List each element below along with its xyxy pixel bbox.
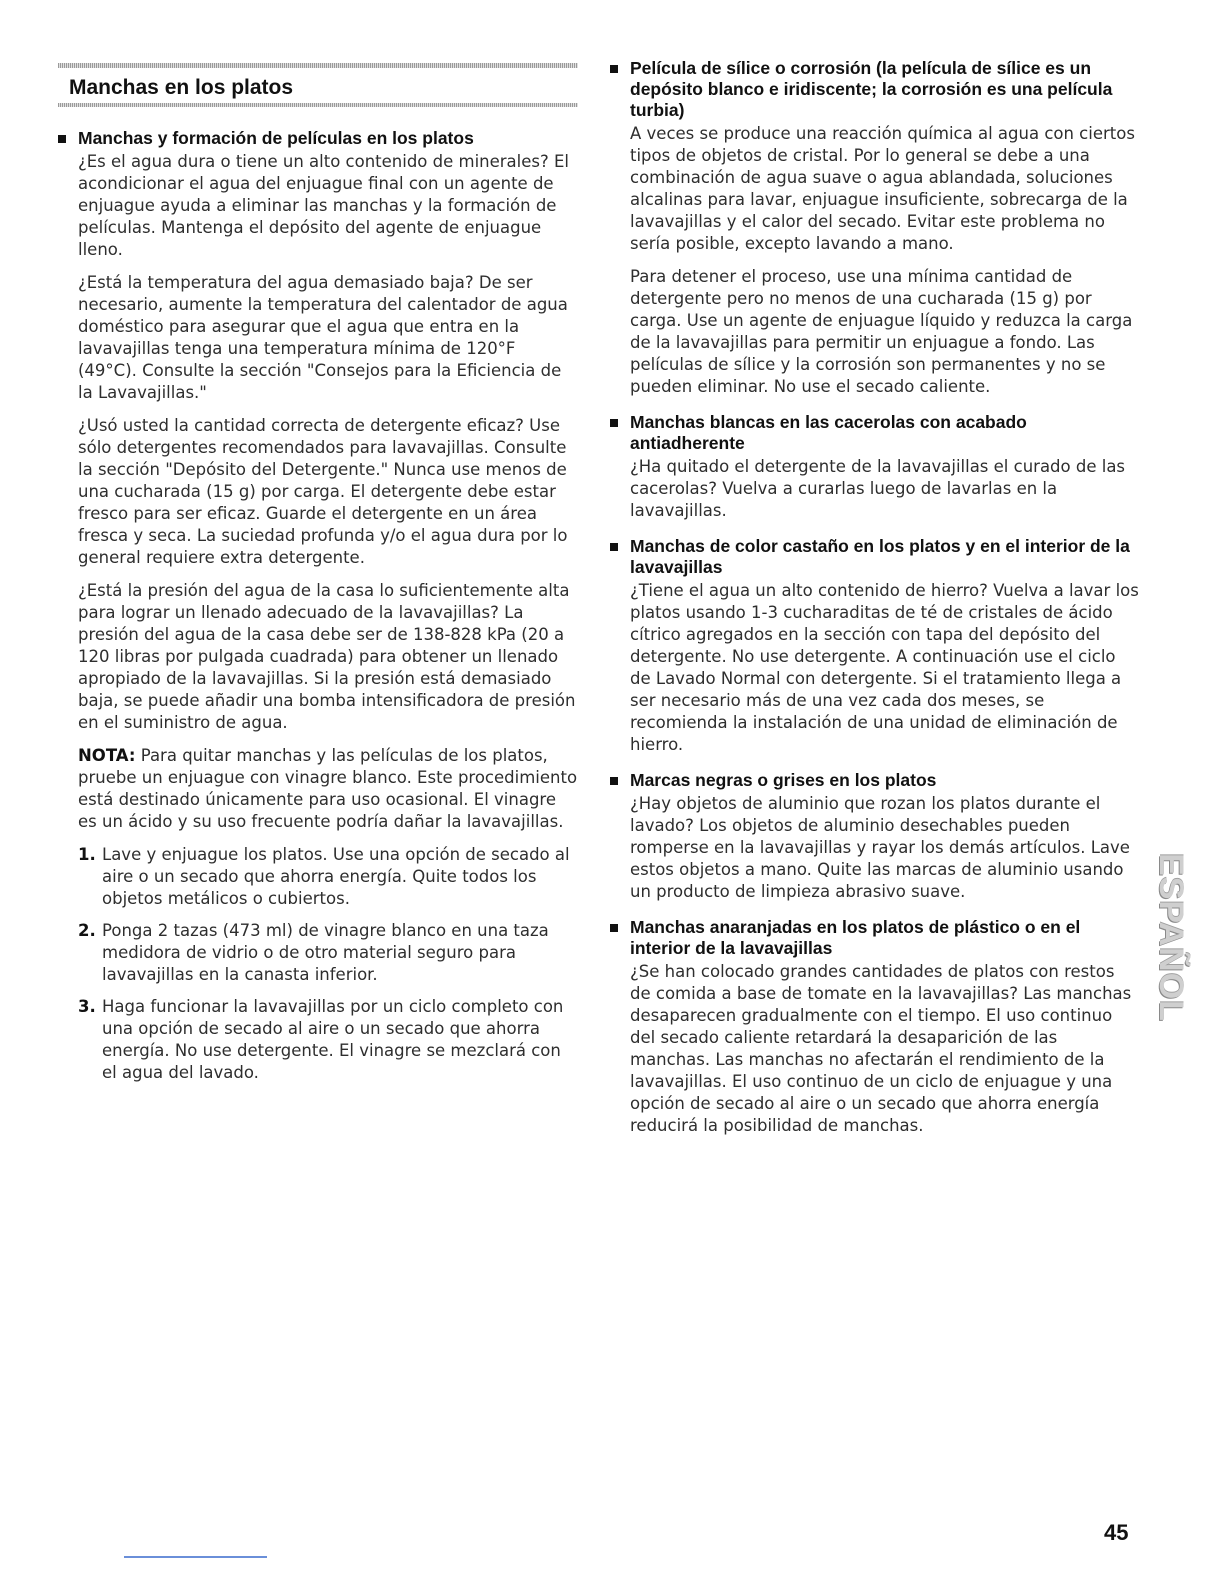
paragraph-minerales: ¿Es el agua dura o tiene un alto contenido de minerales? El acondicionar el agua del enjuague final con un agente de enjuague ayuda a eliminar las manchas y la formación de películas. Mantenga el depósito del agente de enjuague lleno. [78,152,570,259]
item-silice-corrosion [610,58,1140,1148]
item-manchas-blancas [610,412,1140,522]
steps-list [58,844,578,1084]
bullet-square-icon [610,419,618,427]
item-title: Manchas y formación de películas en los platos [78,128,474,148]
nota-label: NOTA: [78,746,136,765]
item-title: Manchas blancas en las cacerolas con acabado antiadherente [630,412,1027,453]
step-number: 3. [78,997,96,1016]
paragraph-presion: ¿Está la presión del agua de la casa lo suficientemente alta para lograr un llenado adecuado de la lavavajillas? La presión del agua de la casa debe ser de 138-828 kPa (20 a 120 libras por pulgada cuadrada) para obtener un llenado apropiado de la lavavajillas. Si la presión está demasiado baja, se puede añadir una bomba intensificadora de presión en el suministro de agua. [78,581,576,732]
paragraph: ¿Se han colocado grandes cantidades de platos con restos de comida a base de tomate en la lavavajillas? Las manchas desaparecen gradualmente con el tiempo. El uso continuo del secado caliente retardará la desaparición de las manchas. Las manchas no afectarán el rendimiento de la lavavajillas. El uso continuo de un ciclo de enjuague y una opción de secado al aire o un secado que ahorra energía reducirá la posibilidad de manchas. [630,962,1132,1135]
paragraph: A veces se produce una reacción química al agua con ciertos tipos de objetos de cristal. Por lo general se debe a una combinación de agua suave o agua ablandada, soluciones alcalinas para lavar, enjuague insuficiente, sobrecarga de la lavavajillas y el calor del secado. Evitar este problema no sería posible, excepto lavando a mano. [630,124,1135,253]
step-1 [78,844,578,910]
item-manchas-castano [610,536,1140,756]
bullet-square-icon [610,65,618,73]
item-title: Manchas de color castaño en los platos y en el interior de la lavavajillas [630,536,1130,577]
nota-text: Para quitar manchas y las películas de los platos, pruebe un enjuague con vinagre blanco. Este procedimiento está destinado únicamente para uso ocasional. El vinagre es un ácido y su uso frecuente podría dañar la lavavajillas. [78,746,578,831]
header-rule-bottom [58,103,578,107]
item-title: Marcas negras o grises en los platos [630,770,937,790]
paragraph-detergente: ¿Usó usted la cantidad correcta de detergente eficaz? Use sólo detergentes recomendados para lavavajillas. Consulte la sección "Depósito del Detergente." Nunca use menos de una cucharada (15 g) por carga. El detergente debe estar fresco para ser eficaz. Guarde el detergente en un área fresca y seca. La suciedad profunda y/o el agua dura por lo general requiere extra detergente. [78,416,568,567]
language-side-tab [1151,812,1189,1062]
paragraph-temperatura: ¿Está la temperatura del agua demasiado baja? De ser necesario, aumente la temperatura del calentador de agua doméstico para asegurar que el agua que entra en la lavavajillas tenga una temperatura mínima de 120°F (49°C). Consulte la sección "Consejos para la Eficiencia de la Lavavajillas." [78,273,568,402]
section-title: Manchas en los platos [69,76,294,99]
paragraph: ¿Ha quitado el detergente de la lavavajillas el curado de las cacerolas? Vuelva a curarlas luego de lavarlas en la lavavajillas. [630,457,1126,520]
step-text: Haga funcionar la lavavajillas por un ciclo completo con una opción de secado al aire o un secado que ahorra energía. No use detergente. El vinagre se mezclará con el agua del lavado. [102,997,564,1082]
item-marcas-negras [610,770,1140,903]
footer-line [124,1556,267,1558]
bullet-square-icon [58,135,66,143]
item-title: Manchas anaranjadas en los platos de plástico o en el interior de la lavavajillas [630,917,1081,958]
paragraph: ¿Hay objetos de aluminio que rozan los platos durante el lavado? Los objetos de aluminio desechables pueden romperse en la lavavajillas y rayar los demás artículos. Lave estos objetos a mano. Quite las marcas de aluminio usando un producto de limpieza abrasivo suave. [630,794,1130,901]
nota-paragraph [78,745,578,833]
side-tab-label: ESPAÑOL [1151,852,1190,1022]
step-2 [78,920,578,986]
step-number: 2. [78,921,96,940]
bullet-square-icon [610,777,618,785]
step-text: Lave y enjuague los platos. Use una opción de secado al aire o un secado que ahorra energía. Quite todos los objetos metálicos o cubiertos. [102,845,570,908]
item-manchas-anaranjadas [610,917,1140,1137]
item-title: Película de sílice o corrosión (la película de sílice es un depósito blanco e iridiscente; la corrosión es una película turbia) [630,58,1113,120]
step-3 [78,996,578,1084]
step-text: Ponga 2 tazas (473 ml) de vinagre blanco en una taza medidora de vidrio o de otro material seguro para lavavajillas en la canasta inferior. [102,921,549,984]
page-number: 45 [1104,1520,1129,1545]
paragraph: Para detener el proceso, use una mínima cantidad de detergente pero no menos de una cucharada (15 g) por carga. Use un agente de enjuague líquido y reduzca la carga de la lavavajillas para permitir un enjuague a fondo. Las películas de sílice y la corrosión son permanentes y no se pueden eliminar. No use el secado caliente. [630,267,1133,396]
paragraph: ¿Tiene el agua un alto contenido de hierro? Vuelva a lavar los platos usando 1-3 cucharaditas de té de cristales de ácido cítrico agregados en la sección con tapa del depósito del detergente. No use detergente. A continuación use el ciclo de Lavado Normal con detergente. Si el tratamiento llega a ser necesario más de una vez cada dos meses, se recomienda la instalación de una unidad de eliminación de hierro. [630,581,1139,754]
bullet-square-icon [610,924,618,932]
header-rule-top [58,63,578,68]
section-header [58,63,578,109]
item-manchas-peliculas [58,128,578,1094]
step-number: 1. [78,845,96,864]
bullet-square-icon [610,543,618,551]
